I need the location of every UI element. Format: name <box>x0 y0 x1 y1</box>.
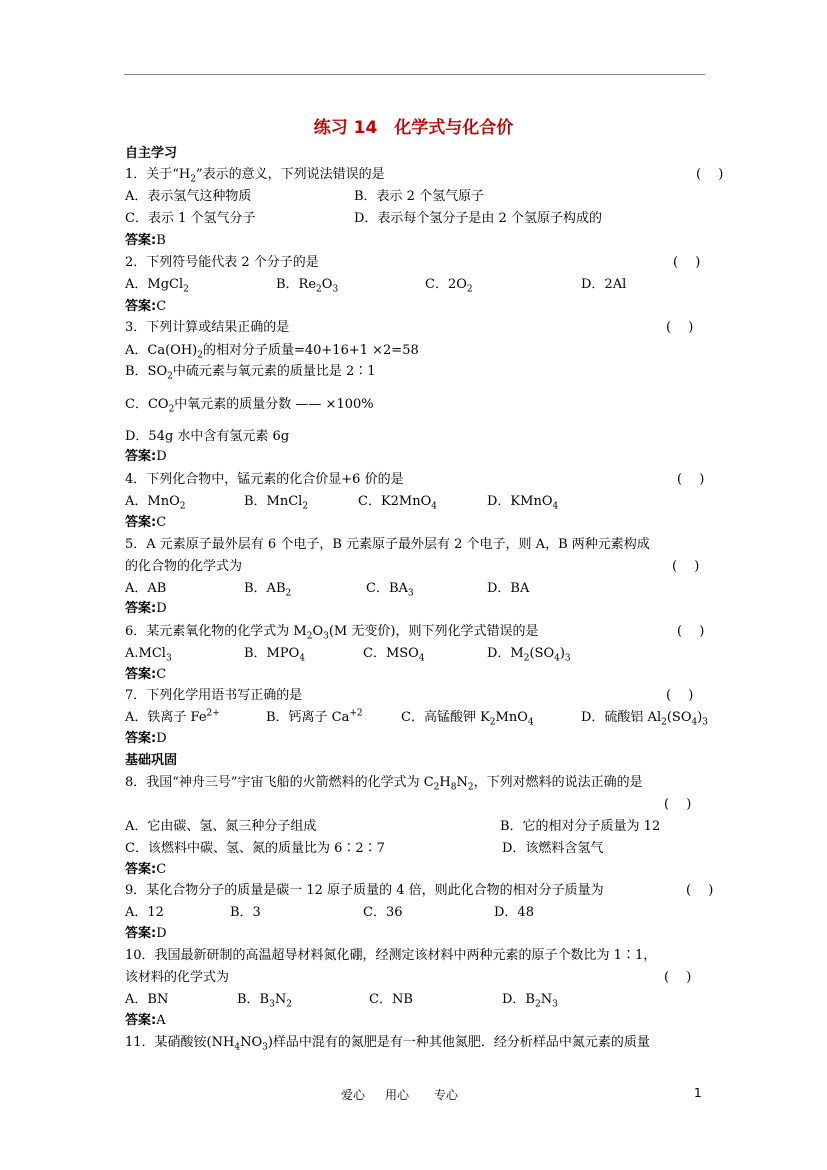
option-c: C．$2O_2$ <box>425 277 473 295</box>
answer-bracket: ( ) <box>664 797 692 812</box>
answer-bracket: ( ) <box>696 167 724 182</box>
answer-bracket: ( ) <box>672 559 700 574</box>
footer-text-2: 用心 <box>385 1088 410 1102</box>
answer-line: 答案:A <box>125 1013 166 1028</box>
header-rule <box>124 74 705 75</box>
page-number: 1 <box>694 1086 702 1100</box>
question-5-stem: 5．A 元素原子最外层有 6 个电子，B 元素原子最外层有 2 个电子，则 A，B 两种元素构成 <box>125 537 650 552</box>
option-a: A．$Ca(OH)_2$的相对分子质量=40+16+1 ×2=58 <box>125 343 419 361</box>
question-6-stem: 6．某元素氧化物的化学式为 $M_2O_3(M$ 无变价)，则下列化学式错误的是 <box>125 624 539 642</box>
question-2-stem: 2．下列符号能代表 2 个分子的是 <box>125 255 319 270</box>
answer-line: 答案:D <box>125 601 167 616</box>
footer-text-1: 爱心 <box>341 1088 366 1102</box>
page-title: 练习 14 化学式与化合价 <box>313 118 514 138</box>
option-a: A.MCl$_3$ <box>125 646 172 664</box>
option-d: D．BA <box>487 581 530 596</box>
question-10-stem: 10．我国最新研制的高温超导材料氮化硼，经测定该材料中两种元素的原子个数比为 1∶1， <box>125 948 657 963</box>
option-b: B．MnCl$_2$ <box>244 494 309 512</box>
answer-line: 答案:C <box>125 667 167 682</box>
option-a: A．铁离子 $Fe^{2+}$ <box>125 708 220 725</box>
option-c: C．$CO_2$中氧元素的质量分数 —— ×100% <box>125 397 374 415</box>
option-b: B．它的相对分子质量为 12 <box>500 819 661 834</box>
question-3-stem: 3．下列计算或结果正确的是 <box>125 320 290 335</box>
option-d: D．表示每个氢分子是由 2 个氢原子构成的 <box>354 211 602 226</box>
question-5-stem-cont: 的化合物的化学式为 <box>125 559 243 574</box>
option-b: B．$B_3N_2$ <box>237 992 292 1010</box>
option-d: D．2Al <box>581 277 627 292</box>
option-a: A．MnO$_2$ <box>125 494 186 512</box>
answer-line: 答案:B <box>125 233 166 248</box>
option-c: C．表示 1 个氢气分子 <box>125 211 256 226</box>
option-b: B．$SO_2$中硫元素与氧元素的质量比是 2∶1 <box>125 364 376 382</box>
option-a: A．BN <box>125 992 169 1007</box>
answer-line: 答案:C <box>125 299 167 314</box>
option-b: B．3 <box>230 905 261 920</box>
question-10-stem-cont: 该材料的化学式为 <box>125 970 230 985</box>
option-b: B．$MPO_4$ <box>244 646 306 664</box>
answer-line: 答案:D <box>125 449 167 464</box>
answer-bracket: ( ) <box>664 970 692 985</box>
question-11-stem: 11．某硝酸铵$(NH_4NO_3)$样品中混有的氮肥是有一种其他氮肥．经分析样品中氮元素的质量 <box>125 1035 650 1053</box>
option-c: C．36 <box>363 905 403 920</box>
answer-line: 答案:D <box>125 731 167 746</box>
option-a: A．它由碳、氢、氮三种分子组成 <box>125 819 317 834</box>
answer-line: 答案:C <box>125 862 167 877</box>
option-b: B．$AB_2$ <box>244 581 292 599</box>
option-a: A．表示氢气这种物质 <box>125 189 252 204</box>
option-a: A．AB <box>125 581 167 596</box>
option-c: C．K2MnO$_4$ <box>358 494 438 512</box>
option-c: C．NB <box>369 992 413 1007</box>
answer-bracket: ( ) <box>677 472 705 487</box>
option-d: D．$M_2(SO_4)_3$ <box>487 646 571 664</box>
answer-bracket: ( ) <box>666 688 694 703</box>
question-9-stem: 9．某化合物分子的质量是碳一 12 原子质量的 4 倍，则此化合物的相对分子质量为 <box>125 883 604 898</box>
option-c: C．$BA_3$ <box>366 581 414 599</box>
option-d: D．54g 水中含有氢元素 6g <box>125 429 290 444</box>
option-d: D．$B_2N_3$ <box>502 992 558 1010</box>
option-d: D．KMnO$_4$ <box>487 494 559 512</box>
option-b: B．$Re_2O_3$ <box>276 277 339 295</box>
answer-line: 答案:C <box>125 515 167 530</box>
option-c: C．$MSO_4$ <box>363 646 425 664</box>
option-c: C．高锰酸钾 $K_2MnO_4$ <box>401 710 534 728</box>
option-d: D．硫酸铝 $Al_2(SO_4)_3$ <box>581 710 709 728</box>
section-heading: 基础巩固 <box>125 753 178 768</box>
option-a: A．MgCl$_2$ <box>125 277 189 295</box>
option-d: D．该燃料含氢气 <box>502 841 604 856</box>
option-c: C．该燃料中碳、氢、氮的质量比为 6∶2∶7 <box>125 841 385 856</box>
option-b: B．钙离子 $Ca^{+2}$ <box>266 708 363 725</box>
option-d: D．48 <box>494 905 534 920</box>
section-heading: 自主学习 <box>125 146 178 161</box>
answer-line: 答案:D <box>125 926 167 941</box>
question-1-stem: 1．关于“$H_2$”表示的意义，下列说法错误的是 <box>125 167 385 185</box>
answer-bracket: ( ) <box>666 320 694 335</box>
option-a: A．12 <box>125 905 164 920</box>
footer-text-3: 专心 <box>434 1088 459 1102</box>
question-7-stem: 7．下列化学用语书写正确的是 <box>125 688 303 703</box>
answer-bracket: ( ) <box>677 624 705 639</box>
option-b: B．表示 2 个氢气原子 <box>354 189 485 204</box>
answer-bracket: ( ) <box>686 883 714 898</box>
question-4-stem: 4．下列化合物中，锰元素的化合价显+6 价的是 <box>125 472 404 487</box>
question-8-stem: 8．我国“神舟三号”宇宙飞船的火箭燃料的化学式为 $C_2H_8N_2$，下列对燃料的说法正确的是 <box>125 775 643 793</box>
answer-bracket: ( ) <box>673 255 701 270</box>
